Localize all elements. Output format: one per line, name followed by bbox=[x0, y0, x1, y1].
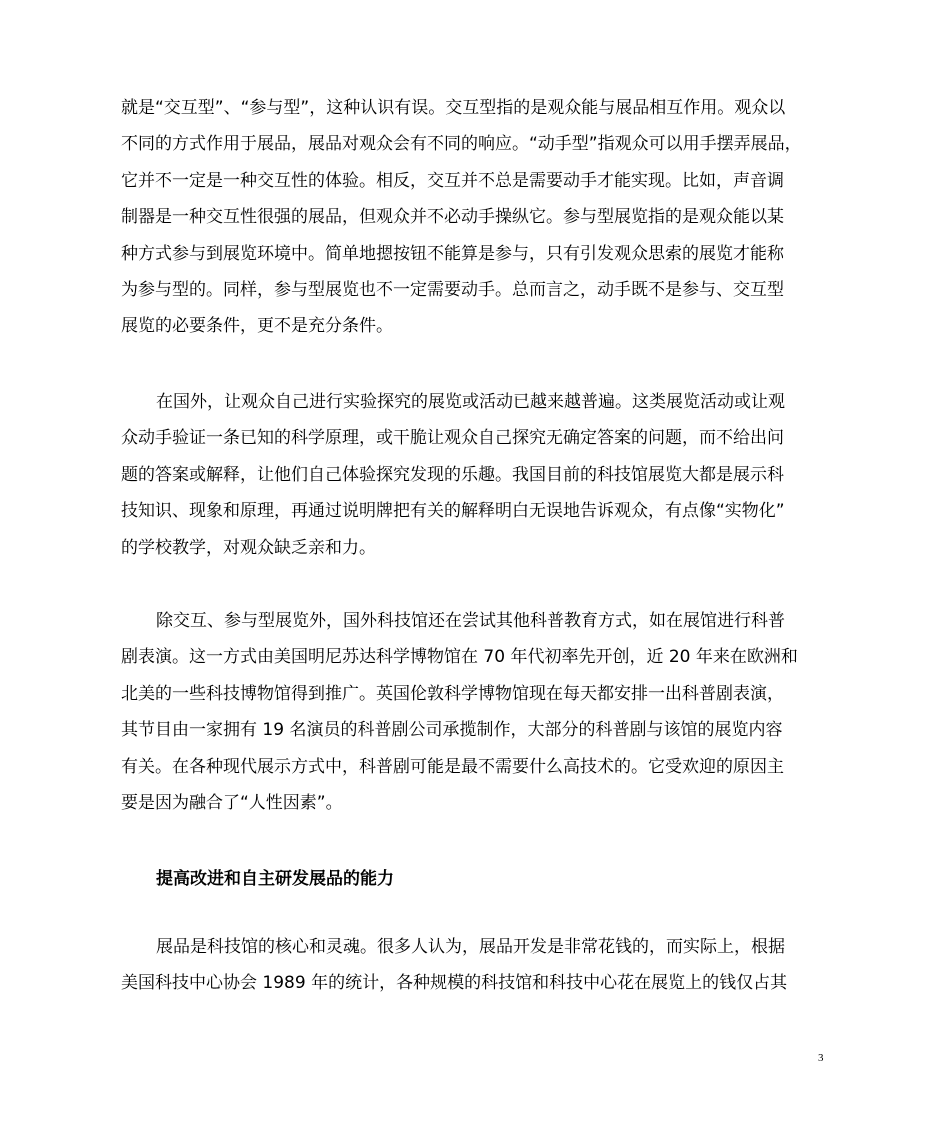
section-heading: 提高改进和自主研发展品的能力 bbox=[156, 869, 394, 889]
text-line: 美国科技中心协会 1989 年的统计，各种规模的科技馆和科技中心花在展览上的钱仅占其 bbox=[121, 973, 788, 994]
paragraph-inquiry-exhibits bbox=[121, 384, 837, 566]
page-number: 3 bbox=[818, 1052, 824, 1064]
text-line: 其节目由一家拥有 19 名演员的科普剧公司承揽制作，大部分的科普剧与该馆的展览内容 bbox=[121, 720, 783, 741]
text-line: 它并不一定是一种交互性的体验。相反，交互并不总是需要动手才能实现。比如，声音调 bbox=[121, 170, 784, 191]
text-line: 在国外，让观众自己进行实验探究的展览或活动已越来越普遍。这类展览活动或让观 bbox=[156, 392, 785, 412]
text-line: 除交互、参与型展览外，国外科技馆还在尝试其他科普教育方式，如在展馆进行科普 bbox=[156, 611, 785, 631]
paragraph-science-theater bbox=[121, 603, 837, 821]
text-line: 展览的必要条件，更不是充分条件。 bbox=[121, 316, 393, 337]
paragraph-exhibit-development bbox=[121, 929, 837, 1002]
text-line: 要是因为融合了“人性因素”。 bbox=[121, 793, 343, 814]
paragraph-interactive-exhibits bbox=[121, 90, 837, 345]
text-line: 制器是一种交互性很强的展品，但观众并不必动手操纵它。参与型展览指的是观众能以某 bbox=[121, 207, 784, 228]
text-line: 剧表演。这一方式由美国明尼苏达科学博物馆在 70 年代初率先开创，近 20 年来在欧洲和 bbox=[121, 647, 798, 668]
text-line: 为参与型的。同样，参与型展览也不一定需要动手。总而言之，动手既不是参与、交互型 bbox=[121, 280, 784, 301]
text-line: 种方式参与到展览环境中。简单地摁按钮不能算是参与，只有引发观众思索的展览才能称 bbox=[121, 243, 784, 264]
text-line: 不同的方式作用于展品，展品对观众会有不同的响应。“动手型”指观众可以用手摆弄展品， bbox=[121, 134, 802, 155]
text-line: 的学校教学，对观众缺乏亲和力。 bbox=[121, 537, 376, 558]
text-line: 有关。在各种现代展示方式中，科普剧可能是最不需要什么高技术的。它受欢迎的原因主 bbox=[121, 756, 784, 777]
text-line: 就是“交互型”、“参与型”，这种认识有误。交互型指的是观众能与展品相互作用。观众以 bbox=[121, 98, 786, 118]
text-line: 众动手验证一条已知的科学原理，或干脆让观众自己探究无确定答案的问题，而不给出问 bbox=[121, 428, 784, 449]
text-line: 技知识、现象和原理，再通过说明牌把有关的解释明白无误地告诉观众，有点像“实物化” bbox=[121, 501, 785, 522]
text-line: 展品是科技馆的核心和灵魂。很多人认为，展品开发是非常花钱的，而实际上，根据 bbox=[156, 937, 785, 957]
text-line: 题的答案或解释，让他们自己体验探究发现的乐趣。我国目前的科技馆展览大都是展示科 bbox=[121, 464, 784, 485]
text-line: 北美的一些科技博物馆得到推广。英国伦敦科学博物馆现在每天都安排一出科普剧表演， bbox=[121, 683, 784, 704]
